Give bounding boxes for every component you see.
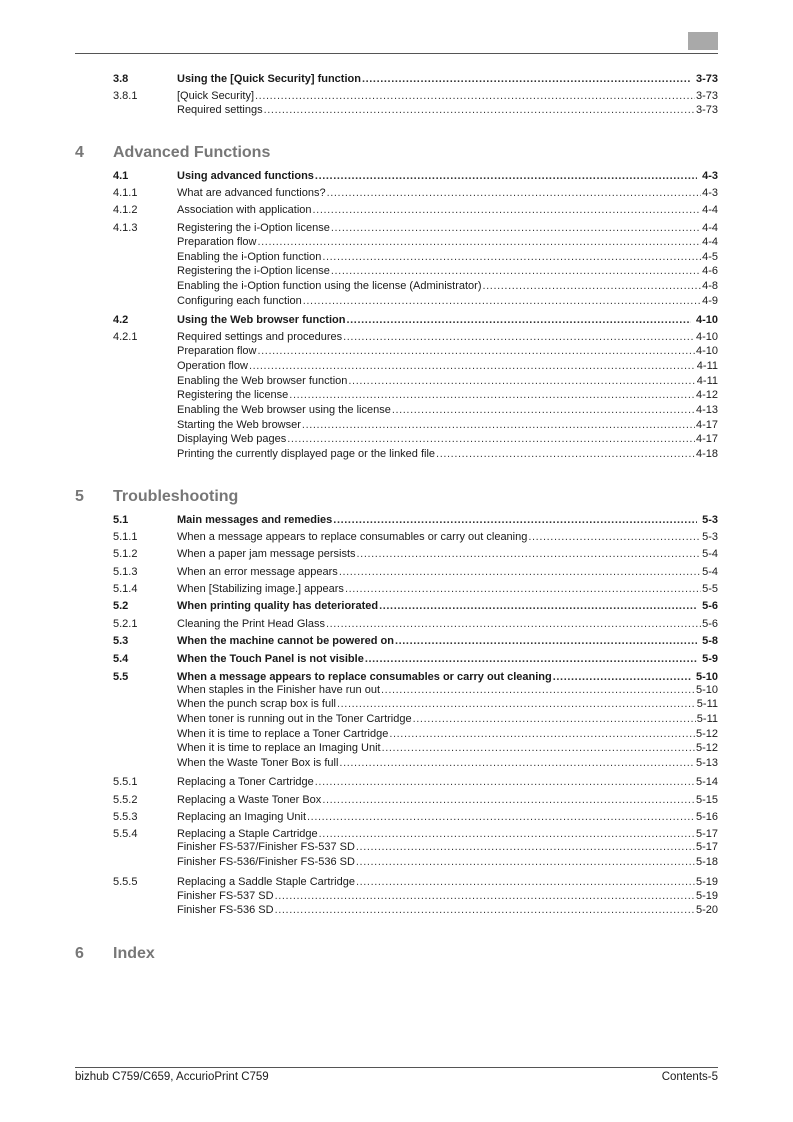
toc-title: Finisher FS-537 SD: [177, 890, 274, 902]
toc-number: 5.3: [113, 635, 129, 647]
toc-subsection-entry[interactable]: [0, 776, 793, 789]
toc-page: 4-3: [702, 170, 718, 182]
toc-subsection-entry[interactable]: [0, 583, 793, 596]
toc-section-entry[interactable]: [0, 600, 793, 613]
toc-title: Replacing a Saddle Staple Cartridge: [177, 876, 355, 888]
toc-subsection-entry[interactable]: [0, 90, 793, 103]
chapter-heading: [0, 488, 793, 512]
toc-topic-entry[interactable]: [0, 345, 793, 358]
toc-page: 5-6: [702, 618, 718, 630]
toc-page: 5-5: [702, 583, 718, 595]
toc-page: 5-6: [702, 600, 718, 612]
toc-title: Replacing a Toner Cartridge: [177, 776, 314, 788]
toc-leader: [303, 295, 701, 308]
toc-number: 5.1: [113, 514, 129, 526]
toc-title: Replacing an Imaging Unit: [177, 811, 307, 823]
toc-page: 4-4: [702, 236, 718, 248]
toc-number: 4.2.1: [113, 331, 138, 343]
toc-number: 5.4: [113, 653, 129, 665]
toc-topic-entry[interactable]: [0, 698, 793, 711]
toc-number: 4.1.2: [113, 204, 138, 216]
toc-leader: [258, 236, 702, 249]
footer-rule: [75, 1067, 718, 1068]
toc-page: 4-4: [702, 204, 718, 216]
toc-leader: [339, 566, 701, 579]
toc-title: Finisher FS-536 SD: [177, 904, 274, 916]
toc-leader: [255, 90, 695, 103]
toc-page: 5-19: [695, 890, 718, 902]
toc-topic-entry[interactable]: [0, 104, 793, 117]
toc-leader: [382, 742, 695, 755]
toc-page: 4-3: [702, 187, 718, 199]
toc-page: 4-5: [702, 251, 718, 263]
toc-leader: [302, 419, 695, 432]
toc-number: 5.5.1: [113, 776, 138, 788]
toc-subsection-entry[interactable]: [0, 618, 793, 631]
toc-section-entry[interactable]: [0, 653, 793, 666]
toc-page: 4-10: [695, 314, 718, 326]
toc-leader: [331, 265, 701, 278]
toc-subsection-entry[interactable]: [0, 187, 793, 200]
toc-subsection-entry[interactable]: [0, 222, 793, 235]
chapter-number: 5: [75, 488, 84, 505]
toc-number: 4.1: [113, 170, 129, 182]
toc-page: 3-73: [695, 73, 718, 85]
toc-title: When an error message appears: [177, 566, 338, 578]
toc-subsection-entry[interactable]: [0, 828, 793, 841]
toc-leader: [379, 600, 697, 613]
toc-section-entry[interactable]: [0, 635, 793, 648]
toc-page: 5-14: [695, 776, 718, 788]
toc-topic-entry[interactable]: [0, 251, 793, 264]
chapter-heading: [0, 144, 793, 168]
toc-subsection-entry[interactable]: [0, 876, 793, 889]
toc-leader: [356, 856, 695, 869]
chapter-heading: [0, 945, 793, 969]
toc-leader: [381, 684, 695, 697]
toc-number: 5.5.2: [113, 794, 138, 806]
toc-topic-entry[interactable]: [0, 856, 793, 869]
toc-page: 5-16: [695, 811, 718, 823]
toc-title: Using advanced functions: [177, 170, 314, 182]
toc-title: Enabling the Web browser using the license: [177, 404, 391, 416]
toc-page: 5-3: [702, 531, 718, 543]
toc-leader: [287, 433, 695, 446]
toc-page: 5-13: [695, 757, 718, 769]
toc-leader: [249, 360, 696, 373]
toc-section-entry[interactable]: [0, 314, 793, 327]
toc-title: Required settings and procedures: [177, 331, 343, 343]
toc-page: 3-73: [695, 104, 718, 116]
toc-number: 4.1.3: [113, 222, 138, 234]
toc-topic-entry[interactable]: [0, 360, 793, 373]
footer-page-number: Contents-5: [661, 1071, 718, 1083]
chapter-title: Advanced Functions: [113, 144, 271, 161]
toc-number: 5.5.5: [113, 876, 138, 888]
toc-title: When [Stabilizing image.] appears: [177, 583, 344, 595]
toc-title: Replacing a Waste Toner Box: [177, 794, 322, 806]
toc-title: When it is time to replace a Toner Cartridge: [177, 728, 389, 740]
toc-page: 5-3: [702, 514, 718, 526]
toc-subsection-entry[interactable]: [0, 811, 793, 824]
toc-title: Printing the currently displayed page or the linked file: [177, 448, 436, 460]
toc-title: Operation flow: [177, 360, 248, 372]
toc-leader: [315, 776, 695, 789]
toc-leader: [339, 757, 695, 770]
toc-page: 5-20: [695, 904, 718, 916]
toc-number: 5.5.4: [113, 828, 138, 840]
toc-topic-entry[interactable]: [0, 389, 793, 402]
toc-title: When it is time to replace an Imaging Unit: [177, 742, 381, 754]
toc-title: When staples in the Finisher have run out: [177, 684, 381, 696]
toc-page: 4-11: [696, 360, 718, 372]
toc-topic-entry[interactable]: [0, 433, 793, 446]
toc-leader: [315, 170, 697, 183]
toc-topic-entry[interactable]: [0, 265, 793, 278]
toc-subsection-entry[interactable]: [0, 531, 793, 544]
toc-topic-entry[interactable]: [0, 904, 793, 917]
toc-leader: [258, 345, 695, 358]
toc-title: When a message appears to replace consumables or carry out cleaning: [177, 671, 552, 683]
toc-title: Enabling the i-Option function using the license (Administrator): [177, 280, 482, 292]
toc-title: When printing quality has deteriorated: [177, 600, 379, 612]
toc-page: 4-17: [695, 433, 718, 445]
toc-leader: [413, 713, 696, 726]
toc-title: Finisher FS-536/Finisher FS-536 SD: [177, 856, 355, 868]
toc-section-entry[interactable]: [0, 514, 793, 527]
toc-title: Using the Web browser function: [177, 314, 346, 326]
toc-leader: [389, 728, 695, 741]
toc-title: When toner is running out in the Toner Cartridge: [177, 713, 412, 725]
toc-page: 5-4: [702, 548, 718, 560]
toc-title: Replacing a Staple Cartridge: [177, 828, 318, 840]
toc-title: When the punch scrap box is full: [177, 698, 336, 710]
toc-leader: [356, 841, 695, 854]
toc-leader: [331, 222, 701, 235]
toc-number: 5.2.1: [113, 618, 138, 630]
toc-leader: [346, 314, 690, 327]
toc-leader: [345, 583, 701, 596]
toc-leader: [326, 618, 701, 631]
toc-leader: [362, 73, 691, 86]
toc-page: 4-11: [696, 375, 718, 387]
toc-page: 4-13: [695, 404, 718, 416]
toc-title: When the machine cannot be powered on: [177, 635, 394, 647]
toc-page: 4-12: [695, 389, 718, 401]
toc-topic-entry[interactable]: [0, 742, 793, 755]
toc-topic-entry[interactable]: [0, 890, 793, 903]
toc-leader: [275, 904, 695, 917]
toc-page: 5-19: [695, 876, 718, 888]
toc-title: Enabling the Web browser function: [177, 375, 348, 387]
toc-page: 4-9: [702, 295, 718, 307]
toc-leader: [348, 375, 695, 388]
toc-page: 4-6: [702, 265, 718, 277]
toc-subsection-entry[interactable]: [0, 566, 793, 579]
toc-leader: [553, 671, 691, 684]
chapter-tab-marker: [688, 32, 718, 50]
header-rule: [75, 53, 718, 54]
toc-title: Displaying Web pages: [177, 433, 287, 445]
toc-leader: [483, 280, 702, 293]
toc-title: When a message appears to replace consumables or carry out cleaning: [177, 531, 528, 543]
toc-page: 5-17: [695, 828, 718, 840]
toc-page: 5-10: [695, 684, 718, 696]
toc-page: 5-12: [695, 742, 718, 754]
toc-leader: [333, 514, 697, 527]
toc-leader: [319, 828, 695, 841]
toc-leader: [337, 698, 696, 711]
toc-leader: [395, 635, 697, 648]
toc-title: When the Touch Panel is not visible: [177, 653, 364, 665]
toc-title: Registering the i-Option license: [177, 222, 330, 234]
toc-topic-entry[interactable]: [0, 419, 793, 432]
toc-topic-entry[interactable]: [0, 280, 793, 293]
toc-topic-entry[interactable]: [0, 375, 793, 388]
toc-number: 5.1.3: [113, 566, 138, 578]
toc-page: 5-15: [695, 794, 718, 806]
toc-topic-entry[interactable]: [0, 728, 793, 741]
toc-number: 5.5.3: [113, 811, 138, 823]
toc-title: Preparation flow: [177, 345, 257, 357]
toc-page: 4-4: [702, 222, 718, 234]
toc-leader: [436, 448, 695, 461]
toc-number: 5.1.1: [113, 531, 138, 543]
toc-number: 4.1.1: [113, 187, 138, 199]
toc-title: Registering the i-Option license: [177, 265, 330, 277]
toc-title: What are advanced functions?: [177, 187, 326, 199]
toc-title: Preparation flow: [177, 236, 257, 248]
toc-page: 5-8: [702, 635, 718, 647]
toc-leader: [307, 811, 695, 824]
toc-topic-entry[interactable]: [0, 236, 793, 249]
toc-title: When a paper jam message persists: [177, 548, 356, 560]
toc-page: 5-9: [702, 653, 718, 665]
toc-page: 4-17: [695, 419, 718, 431]
toc-number: 3.8: [113, 73, 129, 85]
toc-title: Main messages and remedies: [177, 514, 333, 526]
toc-leader: [365, 653, 697, 666]
toc-subsection-entry[interactable]: [0, 331, 793, 344]
toc-title: Cleaning the Print Head Glass: [177, 618, 325, 630]
toc-leader: [356, 876, 695, 889]
toc-page: 5-4: [702, 566, 718, 578]
chapter-title: Troubleshooting: [113, 488, 239, 505]
toc-leader: [528, 531, 701, 544]
toc-leader: [357, 548, 702, 561]
toc-topic-entry[interactable]: [0, 448, 793, 461]
chapter-number: 6: [75, 945, 84, 962]
chapter-title: Index: [113, 945, 155, 962]
toc-leader: [327, 187, 702, 200]
toc-title: [Quick Security]: [177, 90, 255, 102]
toc-leader: [289, 389, 695, 402]
toc-topic-entry[interactable]: [0, 404, 793, 417]
toc-title: Enabling the i-Option function: [177, 251, 322, 263]
toc-leader: [343, 331, 695, 344]
toc-page: 5-18: [695, 856, 718, 868]
toc-number: 5.1.2: [113, 548, 138, 560]
toc-page: 5-12: [695, 728, 718, 740]
toc-subsection-entry[interactable]: [0, 204, 793, 217]
toc-number: 4.2: [113, 314, 129, 326]
toc-leader: [264, 104, 695, 117]
toc-number: 5.1.4: [113, 583, 138, 595]
toc-leader: [392, 404, 695, 417]
toc-section-entry[interactable]: [0, 170, 793, 183]
toc-title: Required settings: [177, 104, 263, 116]
toc-subsection-entry[interactable]: [0, 794, 793, 807]
toc-subsection-entry[interactable]: [0, 548, 793, 561]
toc-page: 5-17: [695, 841, 718, 853]
footer-product-name: bizhub C759/C659, AccurioPrint C759: [75, 1071, 269, 1083]
toc-page: 4-8: [702, 280, 718, 292]
toc-title: Starting the Web browser: [177, 419, 301, 431]
toc-leader: [275, 890, 695, 903]
toc-title: Configuring each function: [177, 295, 302, 307]
toc-topic-entry[interactable]: [0, 713, 793, 726]
toc-number: 5.2: [113, 600, 129, 612]
toc-title: When the Waste Toner Box is full: [177, 757, 339, 769]
toc-title: Association with application: [177, 204, 312, 216]
toc-page: 4-10: [695, 331, 718, 343]
toc-page: 4-10: [695, 345, 718, 357]
toc-section-entry[interactable]: [0, 671, 793, 684]
toc-topic-entry[interactable]: [0, 684, 793, 697]
toc-number: 3.8.1: [113, 90, 138, 102]
toc-title: Registering the license: [177, 389, 289, 401]
toc-page: 3-73: [695, 90, 718, 102]
toc-leader: [322, 794, 695, 807]
toc-topic-entry[interactable]: [0, 841, 793, 854]
chapter-number: 4: [75, 144, 84, 161]
toc-number: 5.5: [113, 671, 129, 683]
toc-leader: [313, 204, 702, 217]
toc-title: Finisher FS-537/Finisher FS-537 SD: [177, 841, 355, 853]
toc-topic-entry[interactable]: [0, 295, 793, 308]
toc-page: 5-11: [696, 698, 718, 710]
toc-page: 5-10: [695, 671, 718, 683]
toc-topic-entry[interactable]: [0, 757, 793, 770]
toc-section-entry[interactable]: [0, 73, 793, 86]
toc-page: 5-11: [696, 713, 718, 725]
toc-page: 4-18: [695, 448, 718, 460]
toc-title: Using the [Quick Security] function: [177, 73, 361, 85]
toc-leader: [322, 251, 701, 264]
